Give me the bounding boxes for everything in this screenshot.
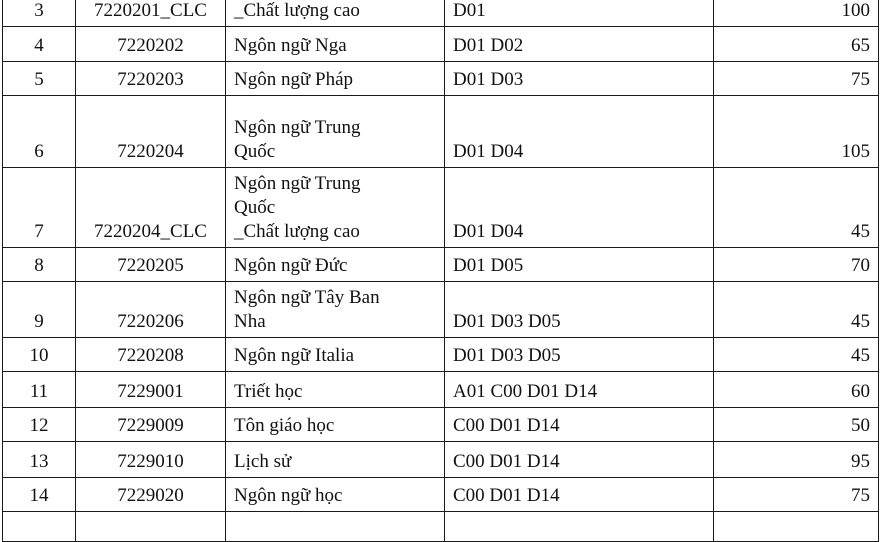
row-number-cell: 9 [3, 282, 76, 338]
table-row [3, 408, 879, 442]
program-name-cell [226, 512, 445, 542]
table-row [3, 512, 879, 542]
program-name-cell [226, 96, 445, 168]
program-name-line: Ngôn ngữ Trung [234, 173, 361, 194]
quota-cell: 65 [714, 27, 879, 62]
program-name-line: Ngôn ngữ Tây Ban [234, 287, 380, 308]
quota-cell: 50 [714, 408, 879, 442]
program-name-cell [226, 248, 445, 282]
program-name-line: _Chất lượng cao [234, 0, 360, 21]
subject-combination-cell: C00 D01 D14 [445, 478, 714, 512]
program-name-line: Tôn giáo học [234, 415, 335, 436]
quota-cell: 60 [714, 372, 879, 408]
program-name-cell [226, 338, 445, 372]
quota-cell: 45 [714, 338, 879, 372]
table-row [3, 372, 879, 408]
subject-combination-cell: D01 D02 [445, 27, 714, 62]
row-number-cell: 8 [3, 248, 76, 282]
program-name-line: Triết học [234, 381, 303, 402]
program-name-line: Ngôn ngữ học [234, 485, 343, 506]
subject-combination-cell: D01 D05 [445, 248, 714, 282]
program-name-cell [226, 478, 445, 512]
program-name-cell [226, 372, 445, 408]
row-number-cell: 12 [3, 408, 76, 442]
table-row [3, 96, 879, 168]
subject-combination-cell: D01 D03 D05 [445, 338, 714, 372]
admissions-quota-table [2, 0, 879, 542]
subject-combination-cell: D01 D04 [445, 168, 714, 248]
row-number-cell: 13 [3, 442, 76, 478]
program-code-cell: 7220204_CLC [76, 168, 226, 248]
table-body [3, 0, 879, 542]
program-name-line: Ngôn ngữ Trung [234, 117, 361, 138]
table-row [3, 0, 879, 27]
row-number-cell: 10 [3, 338, 76, 372]
program-name-line: Nha [234, 311, 266, 332]
program-name-cell [226, 62, 445, 96]
program-name-cell [226, 408, 445, 442]
program-name-line: Ngôn ngữ Đức [234, 255, 348, 276]
table-row [3, 27, 879, 62]
subject-combination-cell: D01 D04 [445, 96, 714, 168]
table-row [3, 248, 879, 282]
program-name-cell [226, 168, 445, 248]
subject-combination-cell: C00 D01 D14 [445, 408, 714, 442]
quota-cell: 105 [714, 96, 879, 168]
table-row [3, 282, 879, 338]
table-row [3, 442, 879, 478]
subject-combination-cell [445, 512, 714, 542]
quota-cell: 45 [714, 282, 879, 338]
program-name-line: Quốc [234, 141, 276, 162]
subject-combination-cell: C00 D01 D14 [445, 442, 714, 478]
quota-cell: 75 [714, 62, 879, 96]
program-name-line: Lịch sử [234, 451, 292, 472]
row-number-cell: 14 [3, 478, 76, 512]
table-row [3, 168, 879, 248]
quota-cell: 100 [714, 0, 879, 27]
program-code-cell: 7229001 [76, 372, 226, 408]
program-name-line: Quốc [234, 197, 276, 218]
table-row [3, 338, 879, 372]
row-number-cell [3, 512, 76, 542]
program-name-line: _Chất lượng cao [234, 221, 360, 242]
quota-cell: 45 [714, 168, 879, 248]
program-name-line: Ngôn ngữ Pháp [234, 69, 354, 90]
program-code-cell: 7229020 [76, 478, 226, 512]
program-name-cell [226, 442, 445, 478]
table-row [3, 478, 879, 512]
subject-combination-cell: D01 [445, 0, 714, 27]
quota-cell: 70 [714, 248, 879, 282]
program-name-line: Ngôn ngữ Italia [234, 345, 355, 366]
program-name-line: Ngôn ngữ Nga [234, 35, 347, 56]
subject-combination-cell: D01 D03 [445, 62, 714, 96]
program-name-cell [226, 0, 445, 27]
program-code-cell: 7220205 [76, 248, 226, 282]
subject-combination-cell: A01 C00 D01 D14 [445, 372, 714, 408]
program-code-cell: 7220206 [76, 282, 226, 338]
table-row [3, 62, 879, 96]
program-code-cell: 7229010 [76, 442, 226, 478]
program-code-cell: 7220208 [76, 338, 226, 372]
program-code-cell [76, 512, 226, 542]
row-number-cell: 3 [3, 0, 76, 27]
row-number-cell: 7 [3, 168, 76, 248]
program-code-cell: 7229009 [76, 408, 226, 442]
row-number-cell: 6 [3, 96, 76, 168]
program-code-cell: 7220201_CLC [76, 0, 226, 27]
program-code-cell: 7220204 [76, 96, 226, 168]
subject-combination-cell: D01 D03 D05 [445, 282, 714, 338]
row-number-cell: 11 [3, 372, 76, 408]
program-name-cell [226, 282, 445, 338]
row-number-cell: 5 [3, 62, 76, 96]
quota-cell [714, 512, 879, 542]
program-name-cell [226, 27, 445, 62]
program-code-cell: 7220202 [76, 27, 226, 62]
quota-cell: 95 [714, 442, 879, 478]
program-code-cell: 7220203 [76, 62, 226, 96]
quota-cell: 75 [714, 478, 879, 512]
row-number-cell: 4 [3, 27, 76, 62]
